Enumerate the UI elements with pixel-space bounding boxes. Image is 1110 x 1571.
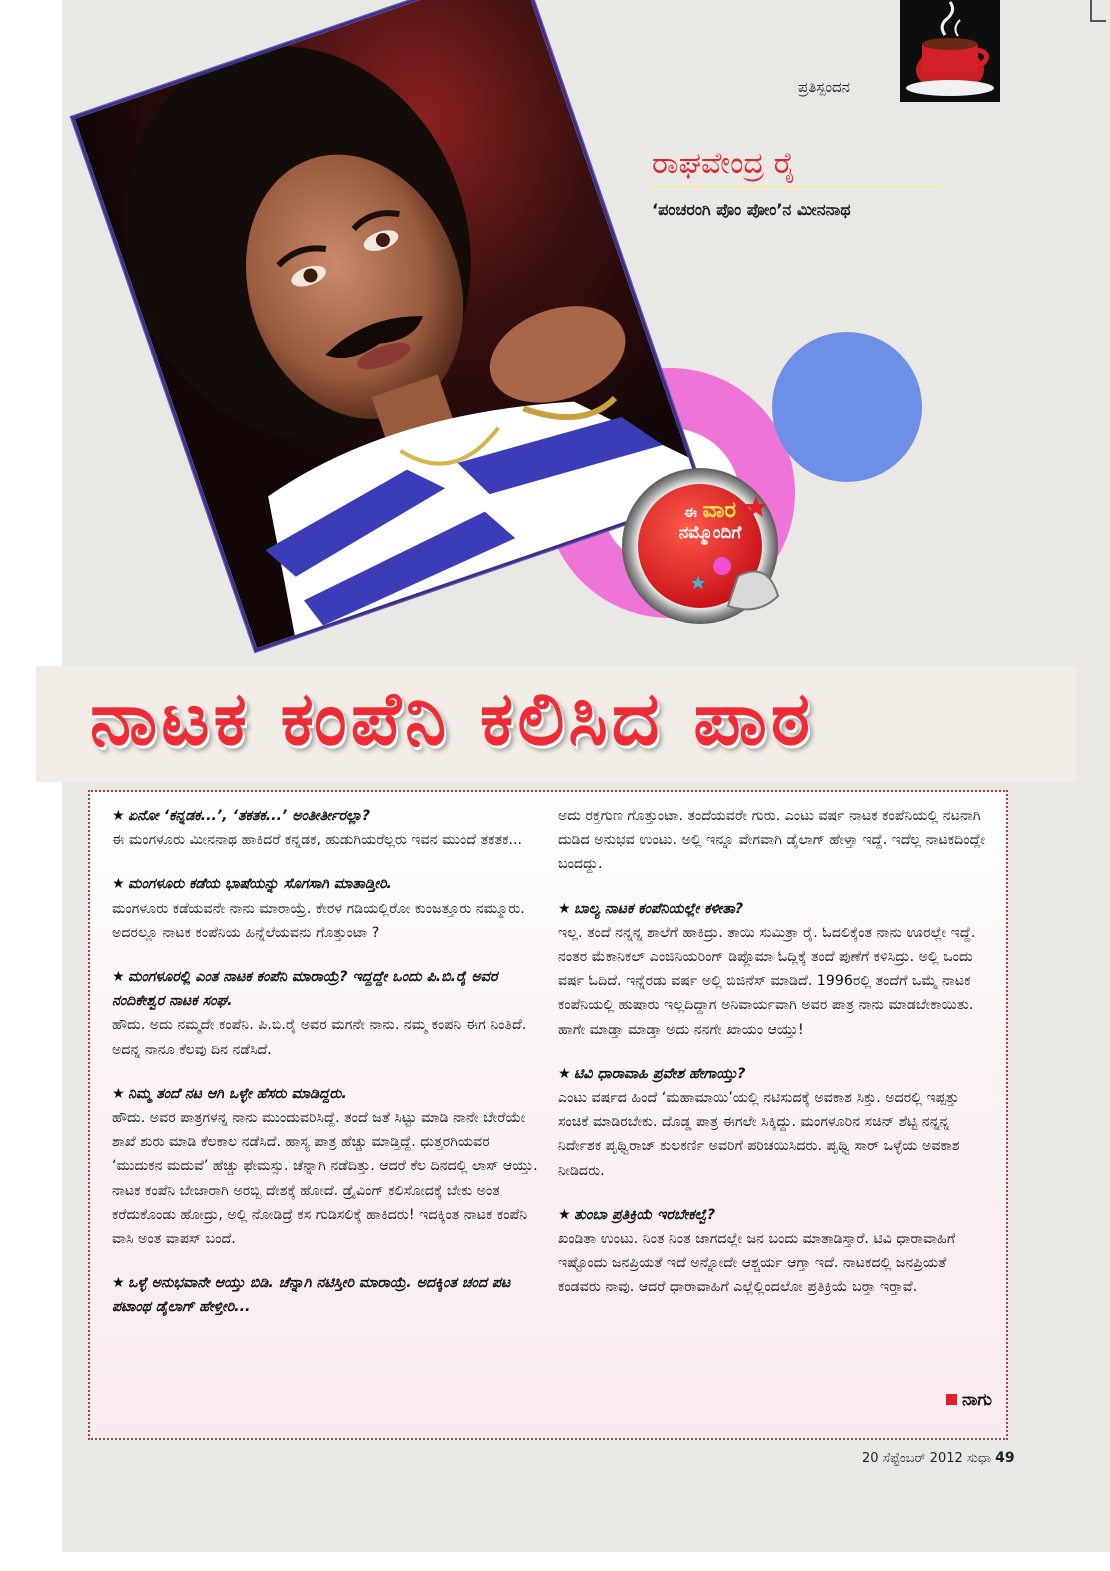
answer: ಎಂಟು ವರ್ಷದ ಹಿಂದೆ ‘ಮಹಾಮಾಯಿ’ಯಲ್ಲಿ ನಟಿಸುದಕ್ಕೆ ಅವಕಾಶ ಸಿಕ್ತು. ಅದರಲ್ಲಿ ಇಪ್ಪತ್ತು ಸಂಚಿಕೆ ಮಾಡಿರಬೇಕು. ದೊಡ್ಡ ಪಾತ್ರ ಈಗಲೇ ಸಿಕ್ಕಿದ್ದು. ಮಂಗಳೂರಿನ ಸಚಿನ್ ಶೆಟ್ಟಿ ನನ್ನನ್ನ ನಿರ್ದೇಶಕ ಪೃಥ್ವಿರಾಜ್ ಕುಲಕರ್ಣಿ ಅವರಿಗೆ ಪರಿಚಯಿಸಿದರು. ಪೃಥ್ವಿ ಸಾರ್ ಒಳ್ಳೆಯ ಅವಕಾಶ ನೀಡಿದರು.	[558, 1090, 960, 1179]
answer: ಮಂಗಳೂರು ಕಡೆಯವನೇ ನಾನು ಮಾರಾಯ್ರೆ. ಕೇರಳ ಗಡಿಯಲ್ಲಿರೋ ಕುಂಜತ್ತೂರು ನಮ್ಮೂರು. ಅದರಲ್ಲೂ ನಾಟಕ ಕಂಪೆನಿಯ ಹಿನ್ನೆಲೆಯವನು ಗೊತ್ತುಂಟಾ ?	[112, 900, 525, 941]
answer: ಹೌದು. ಅದು ನಮ್ಮದೇ ಕಂಪೆನಿ. ಪಿ.ಬಿ.ರೈ ಅವರ ಮಗನೇ ನಾನು. ನಮ್ಮ ಕಂಪನಿ ಈಗ ನಿಂತಿದೆ. ಅದನ್ನ ನಾನೂ ಕೆಲವು ದಿನ ನಡೆಸಿದೆ.	[112, 1017, 527, 1058]
star-icon: ★	[558, 1065, 571, 1082]
issue-date: 20 ಸೆಪ್ಟೆಂಬರ್ 2012	[862, 1451, 963, 1466]
sticker-text	[650, 498, 770, 543]
qa-item	[112, 872, 544, 945]
question: ಮಂಗಳೂರು ಕಡೆಯ ಭಾಷೆಯನ್ನು ಸೊಗಸಾಗಿ ಮಾತಾಡ್ತೀರಿ.	[128, 876, 392, 893]
qa-item	[112, 1271, 544, 1319]
coffee-cup-icon	[900, 0, 1000, 102]
author-divider	[650, 186, 942, 188]
article-headline: ನಾಟಕ ಕಂಪೆನಿ ಕಲಿಸಿದ ಪಾಠ	[90, 676, 815, 762]
page-margin	[0, 0, 62, 1571]
qa-item	[558, 897, 990, 1042]
author-role: ‘ಪಂಚರಂಗಿ ಪೊಂ ಪೋಂ’ನ ಮೀನನಾಥ	[652, 200, 851, 219]
this-week-sticker	[618, 466, 786, 630]
byline	[946, 1390, 992, 1410]
sticker-line1-big: ವಾರ	[702, 498, 737, 523]
byline-name: ನಾಗು	[961, 1390, 992, 1410]
answer: ಇಲ್ಲ. ತಂದೆ ನನ್ನನ್ನ ಶಾಲೆಗೆ ಹಾಕಿದ್ರು. ತಾಯಿ ಸುಮಿತ್ರಾ ರೈ. ಓದಲಿಕ್ಕೆಂತ ನಾನು ಊರಲ್ಲೇ ಇದ್ದೆ. ನಂತರ ಮೆಕಾನಿಕಲ್ ಎಂಜಿನಿಯರಿಂಗ್ ಡಿಪ್ಲೊಮಾ ಓದ್ಲಿಕ್ಕೆ ತಂದೆ ಪುಣೆಗೆ ಕಳಿಸಿದ್ರು. ಅಲ್ಲಿ ಒಂದು ವರ್ಷ ಓದಿದೆ. ಇನ್ನೆರಡು ವರ್ಷ ಅಲ್ಲಿ ಬಿಜಿನೆಸ್ ಮಾಡಿದೆ. 1996ರಲ್ಲಿ ತಂದೆಗೆ ಒಮ್ಮೆ ನಾಟಕ ಕಂಪೆನಿಯಲ್ಲಿ ಹುಷಾರು ಇಲ್ಲದಿದ್ದಾಗ ಅನಿವಾರ್ಯವಾಗಿ ಅವರ ಪಾತ್ರ ನಾನು ಮಾಡಬೇಕಾಯಿತು. ಹಾಗೇ ಮಾಡ್ತಾ ಮಾಡ್ತಾ ಅದು ನನಗೇ ಖಾಯಂ ಆಯ್ತು!	[558, 924, 976, 1038]
sticker-line1-small: ಈ	[683, 503, 697, 521]
article-body	[88, 790, 1008, 1440]
star-icon: ★	[112, 969, 125, 986]
qa-item	[112, 1082, 544, 1251]
article-right-column	[558, 804, 990, 1320]
question: ನಿಮ್ಮ ತಂದೆ ನಟ ಆಗಿ ಒಳ್ಳೇ ಹೆಸರು ಮಾಡಿದ್ದರು.	[128, 1085, 347, 1102]
answer: ಈ ಮಂಗಳೂರು ಮೀನನಾಥ ಹಾಕಿದರೆ ಕನ್ನಡಕ, ಹುಡುಗಿಯರೆಲ್ಲರು ಇವನ ಮುಂದೆ ತಕತಕ...	[112, 832, 522, 849]
question: ಮಂಗಳೂರಲ್ಲಿ ಎಂತ ನಾಟಕ ಕಂಪೆನಿ ಮಾರಾಯ್ರೆ? ಇದ್ದದ್ದೇ ಒಂದು ಪಿ.ಬಿ.ರೈ ಅವರ ನಂದಿಕೇಶ್ವರ ನಾಟಕ ಸಂಘ.	[112, 969, 498, 1010]
page-footer	[862, 1450, 1015, 1466]
star-icon: ★	[558, 900, 571, 917]
page-number: 49	[995, 1450, 1015, 1466]
qa-item	[112, 965, 544, 1062]
qa-item	[112, 804, 544, 852]
answer: ಹೌದು. ಅವರ ಪಾತ್ರಗಳನ್ನ ನಾನು ಮುಂದುವರಿಸಿದ್ದೆ. ತಂದೆ ಜತೆ ಸಿಟ್ಟು ಮಾಡಿ ನಾನೇ ಬೇರೆಯೇ ಶಾಖೆ ಶುರು ಮಾಡಿ ಕೆಲಕಾಲ ನಡೆಸಿದೆ. ಹಾಸ್ಯ ಪಾತ್ರ ಹೆಚ್ಚು ಮಾಡ್ತಿದ್ದೆ. ಧುತ್ತರಗಿಯವರ ‘ಮುದುಕನ ಮದುವೆ’ ಹೆಚ್ಚು ಫೇಮಸ್ಸು. ಚೆನ್ನಾಗಿ ನಡೆದಿತ್ತು. ಆದರೆ ಕೆಲ ದಿನದಲ್ಲಿ ಲಾಸ್ ಆಯ್ತು. ನಾಟಕ ಕಂಪೆನಿ ಬೇಜಾರಾಗಿ ಅರಬ್ಬಿ ದೇಶಕ್ಕೆ ಹೋದೆ. ಡ್ರೈವಿಂಗ್ ಕಲಿಸೋದಕ್ಕೆ ಬೇಕು ಅಂತ ಕರೆದುಕೊಂಡು ಹೋದ್ರು, ಅಲ್ಲಿ ನೋಡಿದ್ರೆ ಕಸ ಗುಡಿಸಲಿಕ್ಕೆ ಹಾಕಿದರು! ಇದಕ್ಕಿಂತ ನಾಟಕ ಕಂಪೆನಿ ವಾಸಿ ಅಂತ ವಾಪಸ್ ಬಂದೆ.	[112, 1110, 538, 1248]
question: ಬಾಲ್ಯ ನಾಟಕ ಕಂಪೆನಿಯಲ್ಲೇ ಕಳೀತಾ?	[574, 900, 744, 917]
star-icon: ★	[112, 808, 125, 824]
article-left-column	[112, 804, 544, 1340]
red-square-icon	[946, 1394, 957, 1405]
star-icon: ★	[558, 1206, 571, 1223]
author-name: ರಾಘವೇಂದ್ರ ರೈ	[652, 146, 796, 181]
star-icon: ★	[112, 1275, 125, 1292]
star-icon: ★	[112, 1085, 125, 1102]
magazine-name: ಸುಧಾ	[966, 1451, 991, 1466]
crop-mark	[1090, 0, 1106, 22]
question: ಟಿವಿ ಧಾರಾವಾಹಿ ಪ್ರವೇಶ ಹೇಗಾಯ್ತು?	[574, 1065, 746, 1082]
qa-item	[558, 1203, 990, 1300]
section-label: ಪ್ರತಿಸ್ಪಂದನ	[798, 78, 851, 96]
blue-circle-decoration	[772, 332, 922, 482]
question: ಏನೋ ‘ಕನ್ನಡಕ...’, ‘ತಕತಕ...’ ಅಂತೀರ್ತೀರಲ್ಲಾ?	[128, 808, 371, 824]
question: ಒಳ್ಳೆ ಅನುಭವಾನೇ ಆಯ್ತು ಬಿಡಿ. ಚೆನ್ನಾಗಿ ನಟಿಸ್ತೀರಿ ಮಾರಾಯ್ರೆ. ಅದಕ್ಕಿಂತ ಚಂದ ಪಟ ಪಟಾಂಥ ಡೈಲಾಗ್ ಹೇಳ್ತೀರಿ...	[112, 1275, 511, 1316]
answer-continuation: ಅದು ರಕ್ತಗುಣ ಗೊತ್ತುಂಟಾ. ತಂದೆಯವರೇ ಗುರು. ಎಂಟು ವರ್ಷ ನಾಟಕ ಕಂಪೆನಿಯಲ್ಲಿ ನಟನಾಗಿ ದುಡಿದ ಅನುಭವ ಉಂಟು. ಅಲ್ಲಿ ಇನ್ನೂ ವೇಗವಾಗಿ ಡೈಲಾಗ್ ಹೇಳ್ತಾ ಇದ್ದೆ. ಇದೆಲ್ಲ ನಾಟಕದಿಂದ್ಲೇ ಬಂದದ್ದು.	[558, 808, 986, 873]
qa-item	[558, 1062, 990, 1183]
question: ತುಂಬಾ ಪ್ರತಿಕ್ರಿಯೆ ಇರಬೇಕಲ್ವೆ?	[574, 1206, 716, 1223]
sticker-line2: ನಮ್ಮೊಂದಿಗೆ	[678, 523, 742, 543]
answer: ಖಂಡಿತಾ ಉಂಟು. ನಿಂತ ನಿಂತ ಜಾಗದಲ್ಲೇ ಜನ ಬಂದು ಮಾತಾಡಿಸ್ತಾರೆ. ಟಿವಿ ಧಾರಾವಾಹಿಗೆ ಇಷ್ಟೊಂದು ಜನಪ್ರಿಯತೆ ಇದೆ ಅನ್ನೋದೇ ಆಶ್ಚರ್ಯ ಆಗ್ತಾ ಇದೆ. ನಾಟಕದಲ್ಲಿ ಜನಪ್ರಿಯತೆ ಕಂಡವರು ನಾವು. ಆದರೆ ಧಾರಾವಾಹಿಗೆ ಎಲ್ಲೆಲ್ಲಿಂದಲೋ ಪ್ರತಿಕ್ರಿಯೆ ಬರ್‍ತಾ ಇರ್‍ತಾವೆ.	[558, 1231, 956, 1296]
star-icon: ★	[112, 876, 125, 893]
